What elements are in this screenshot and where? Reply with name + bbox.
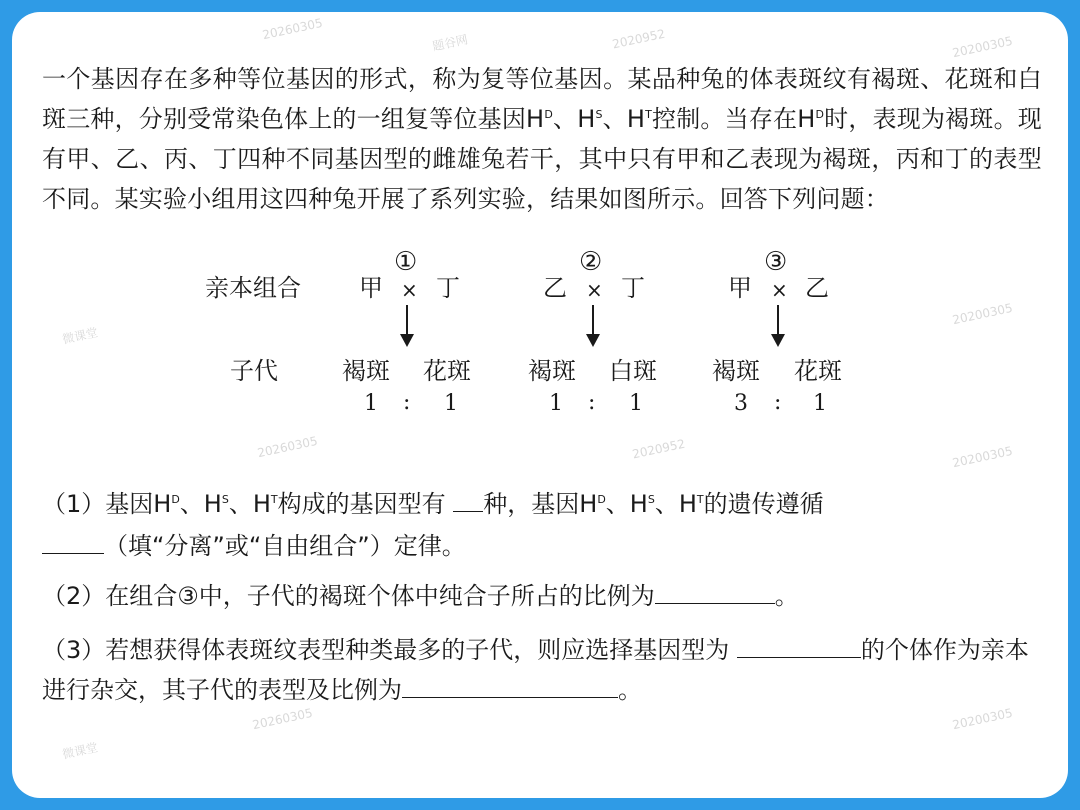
watermark: 20200305 [951,300,1014,328]
cross-1-child-b: 花斑 [423,357,471,385]
watermark: 20200305 [951,33,1014,61]
intro-text-3: 时，表现为褐斑。现有甲、乙、丙、丁四种不同基因型的雌雄兔若干，其中只有甲和乙表现为褐斑，丙和丁的表型不同。某实验小组用这四种兔开展了系列实验，结果如图所示。回答下列问题： [42,105,1042,213]
q3-end: 。 [618,676,642,704]
q3-blank-genotype[interactable] [737,631,861,658]
sup-s: S [595,108,603,121]
cross-2-parent-a: 乙 [543,274,567,302]
q2-end: 。 [774,582,799,610]
intro-sep-1: 、H [552,105,596,133]
sup-t: T [645,108,652,121]
q1-sup-s: S [221,493,229,506]
cross-3-arrow [777,305,779,345]
cross-3-child-b: 花斑 [794,357,842,385]
watermark: 20260305 [256,433,319,461]
parent-label: 亲本组合 [205,274,301,302]
cross-2-number: ② [579,247,603,277]
question-card [12,12,1068,798]
watermark: 微课堂 [61,325,100,347]
q2-blank[interactable] [655,577,775,604]
cross-2-symbol: × [586,278,603,302]
q3-text-a: （3）若想获得体表斑纹表型种类最多的子代，则应选择基因型为 [42,636,737,664]
q1-text-c: 、H [228,490,271,518]
cross-1-colon: : [403,390,411,415]
cross-2-colon: : [588,390,596,415]
offspring-label: 子代 [230,357,278,385]
q1-text-i: （填“分离”或“自由组合”）定律。 [104,532,466,560]
watermark: 20200305 [951,705,1014,733]
q1-text-a: （1）基因H [42,490,172,518]
question-2 [42,576,1042,616]
q1-blank-law[interactable] [42,527,104,554]
cross-3-colon: : [774,390,782,415]
sup-d: D [544,108,553,121]
intro-text-2: 控制。当存在H [652,105,816,133]
q1-text-f: 、H [605,490,648,518]
q3-blank-phenotype[interactable] [402,671,618,698]
q1-sup-s-2: S [647,493,655,506]
cross-3-ratio-a: 3 [734,391,748,416]
q1-text-b: 、H [179,490,222,518]
watermark: 2020952 [611,26,667,52]
q2-text: （2）在组合③中，子代的褐斑个体中纯合子所占的比例为 [42,582,655,610]
cross-1-parent-a: 甲 [359,274,383,302]
sup-d-2: D [815,108,825,121]
q1-sup-t-2: T [696,493,704,506]
watermark: 20260305 [251,705,314,733]
cross-2-parent-b: 丁 [621,274,645,302]
question-1-line-2 [42,526,1042,566]
cross-2-child-b: 白斑 [609,357,657,385]
q3-text-b: 的个体作为亲本进行杂交，其子代的表型及比例为 [42,636,1029,704]
watermark: 20260305 [261,15,324,43]
q1-sup-t: T [270,493,278,506]
cross-3-number: ③ [764,247,788,277]
cross-2-ratio-b: 1 [629,391,643,416]
cross-3-child-a: 褐斑 [712,357,760,385]
cross-2-arrow [592,305,594,345]
intro-sep-2: 、H [602,105,646,133]
question-1 [42,484,1042,524]
watermark: 微课堂 [61,740,100,762]
question-3 [42,630,1042,710]
cross-3-symbol: × [771,278,788,302]
q1-text-d: 构成的基因型有 [277,490,454,518]
cross-1-parent-b: 丁 [436,274,460,302]
q1-text-h: 的遗传遵循 [703,490,824,518]
intro-text-1: 一个基因存在多种等位基因的形式，称为复等位基因。某品种兔的体表斑纹有褐斑、花斑和白斑三种，分别受常染色体上的一组复等位基因H [42,65,1042,133]
watermark: 20200305 [951,443,1014,471]
watermark: 2020952 [631,436,687,462]
q1-text-g: 、H [654,490,697,518]
cross-3-ratio-b: 1 [813,391,827,416]
q1-blank-count[interactable] [453,485,483,512]
q1-sup-d-2: D [597,493,606,506]
cross-1-child-a: 褐斑 [342,357,390,385]
cross-2-child-a: 褐斑 [528,357,576,385]
cross-1-symbol: × [401,278,418,302]
q1-sup-d: D [171,493,180,506]
cross-1-number: ① [394,247,418,277]
q1-text-e: 种，基因H [483,490,598,518]
cross-3-parent-b: 乙 [805,274,829,302]
cross-1-arrow [406,305,408,345]
cross-3-parent-a: 甲 [728,274,752,302]
watermark: 题谷网 [431,32,470,54]
cross-1-ratio-b: 1 [444,391,458,416]
cross-2-ratio-a: 1 [549,391,563,416]
cross-1-ratio-a: 1 [364,391,378,416]
